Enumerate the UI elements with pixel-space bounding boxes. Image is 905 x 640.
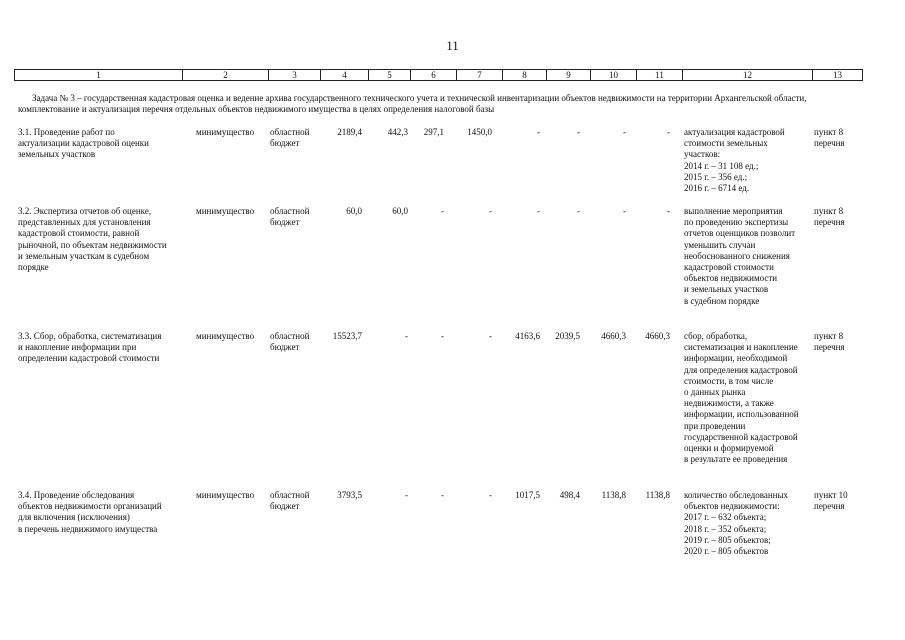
executor: минимущество xyxy=(196,127,255,137)
value-col11: - xyxy=(667,206,670,216)
value-col11: 4660,3 xyxy=(645,331,670,341)
funding-source: областной бюджет xyxy=(270,206,310,228)
value-col6: 297,1 xyxy=(423,127,444,137)
column-number: 4 xyxy=(321,70,369,81)
column-number: 12 xyxy=(683,70,813,81)
value-col5: - xyxy=(405,490,408,500)
executor: минимущество xyxy=(196,490,255,500)
column-number: 2 xyxy=(183,70,269,81)
column-number: 9 xyxy=(547,70,591,81)
value-col7: - xyxy=(489,331,492,341)
value-col8: - xyxy=(537,127,540,137)
value-total: 60,0 xyxy=(346,206,362,216)
executor: минимущество xyxy=(196,331,255,341)
value-col6: - xyxy=(441,206,444,216)
column-number: 11 xyxy=(637,70,683,81)
expected-result: количество обследованных объектов недвижимости: 2017 г. – 632 объекта; 2018 г. – 352 объекта; 2019 г. – 805 объектов; 2020 г. – 805 объектов xyxy=(684,490,789,557)
column-number: 13 xyxy=(813,70,863,81)
expected-result: сбор, обработка, систематизация и накопление информации, необходимой для определения кадастровой стоимости, в том числе о данных рынка недвижимости, а также информации, использованной при проведении государственной кадастровой оценки и формируемой в результате ее проведения xyxy=(684,331,799,465)
value-col10: 1138,8 xyxy=(601,490,626,500)
value-col6: - xyxy=(441,331,444,341)
column-number-row xyxy=(14,69,863,81)
executor: минимущество xyxy=(196,206,255,216)
value-total: 15523,7 xyxy=(332,331,362,341)
column-number: 7 xyxy=(457,70,503,81)
value-col5: 60,0 xyxy=(392,206,408,216)
funding-source: областной бюджет xyxy=(270,331,310,353)
funding-source: областной бюджет xyxy=(270,127,310,149)
value-total: 3793,5 xyxy=(337,490,362,500)
value-col7: 1450,0 xyxy=(467,127,492,137)
measure-name: 3.1. Проведение работ по актуализации кадастровой оценки земельных участков xyxy=(18,127,149,160)
column-number: 1 xyxy=(15,70,183,81)
column-number: 10 xyxy=(591,70,637,81)
task-description: Задача № 3 – государственная кадастровая оценка и ведение архива государственного технического учета и технической инвентаризации объектов недвижимости на территории Архангельской области, комплектование и актуализация перечня отдельных объектов недвижимого имущества в целях определения налоговой базы xyxy=(18,93,807,114)
value-col10: - xyxy=(623,127,626,137)
expected-result: выполнение мероприятия по проведению экспертизы отчетов оценщиков позволит уменьшить случаи необоснованного снижения кадастровой стоимости объектов недвижимости и земельных участков в судебном порядке xyxy=(684,206,796,306)
measure-name: 3.4. Проведение обследования объектов недвижимости организаций для включения (исключения) в перечень недвижимого имущества xyxy=(18,490,162,534)
value-col6: - xyxy=(441,490,444,500)
value-total: 2189,4 xyxy=(337,127,362,137)
column-number: 8 xyxy=(503,70,547,81)
list-reference: пункт 8 перечня xyxy=(814,331,845,353)
value-col8: 1017,5 xyxy=(515,490,540,500)
value-col8: 4163,6 xyxy=(515,331,540,341)
list-reference: пункт 8 перечня xyxy=(814,127,845,149)
list-reference: пункт 8 перечня xyxy=(814,206,845,228)
value-col5: 442,3 xyxy=(387,127,408,137)
value-col10: - xyxy=(623,206,626,216)
value-col5: - xyxy=(405,331,408,341)
value-col9: 2039,5 xyxy=(555,331,580,341)
value-col11: - xyxy=(667,127,670,137)
value-col8: - xyxy=(537,206,540,216)
value-col10: 4660,3 xyxy=(601,331,626,341)
funding-source: областной бюджет xyxy=(270,490,310,512)
column-number: 5 xyxy=(369,70,411,81)
page-number: 11 xyxy=(446,38,459,53)
value-col9: - xyxy=(577,127,580,137)
column-number: 6 xyxy=(411,70,457,81)
value-col9: - xyxy=(577,206,580,216)
column-number: 3 xyxy=(269,70,321,81)
measure-name: 3.2. Экспертиза отчетов об оценке, представленных для установления кадастровой стоимости, равной рыночной, по объектам недвижимости и земельным участкам в судебном порядке xyxy=(18,206,167,273)
value-col11: 1138,8 xyxy=(645,490,670,500)
value-col9: 498,4 xyxy=(559,490,580,500)
value-col7: - xyxy=(489,490,492,500)
list-reference: пункт 10 перечня xyxy=(814,490,848,512)
measure-name: 3.3. Сбор, обработка, систематизация и накопление информации при определении кадастровой стоимости xyxy=(18,331,162,364)
value-col7: - xyxy=(489,206,492,216)
expected-result: актуализация кадастровой стоимости земельных участков: 2014 г. – 31 108 ед.; 2015 г. – 356 ед.; 2016 г. – 6714 ед. xyxy=(684,127,785,194)
